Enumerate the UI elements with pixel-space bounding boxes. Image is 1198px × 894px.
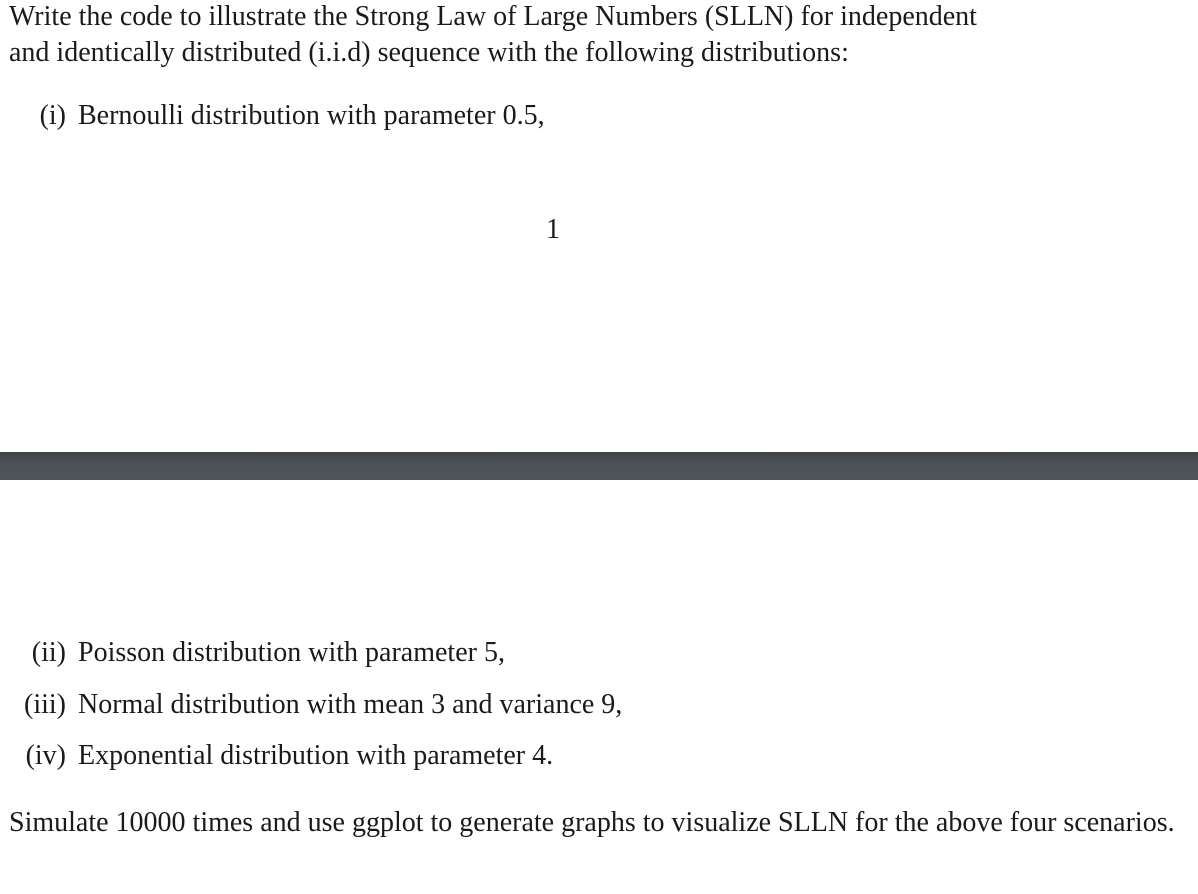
list-item-number: (ii): [31, 637, 66, 668]
intro-line-2: and identically distributed (i.i.d) sequence with the following distributions:: [9, 37, 849, 68]
list-item-number: (iii): [24, 689, 66, 720]
list-item-text: Poisson distribution with parameter 5,: [78, 637, 505, 668]
intro-line-1: Write the code to illustrate the Strong Law of Large Numbers (SLLN) for independent: [9, 1, 977, 32]
list-item: [39, 99, 545, 133]
list-item: [25, 739, 554, 773]
list-item-text: Normal distribution with mean 3 and variance 9,: [78, 689, 623, 720]
list-item-number: (iv): [25, 740, 66, 771]
page-separator: [0, 452, 1198, 480]
list-item: [24, 688, 623, 722]
list-item: [31, 636, 505, 670]
closing-paragraph: Simulate 10000 times and use ggplot to generate graphs to visualize SLLN for the above four scenarios.: [9, 807, 1175, 838]
list-item-text: Exponential distribution with parameter 4.: [78, 740, 554, 771]
list-item-text: Bernoulli distribution with parameter 0.5,: [78, 100, 545, 131]
page-number: 1: [546, 214, 560, 245]
list-item-number: (i): [39, 100, 66, 131]
